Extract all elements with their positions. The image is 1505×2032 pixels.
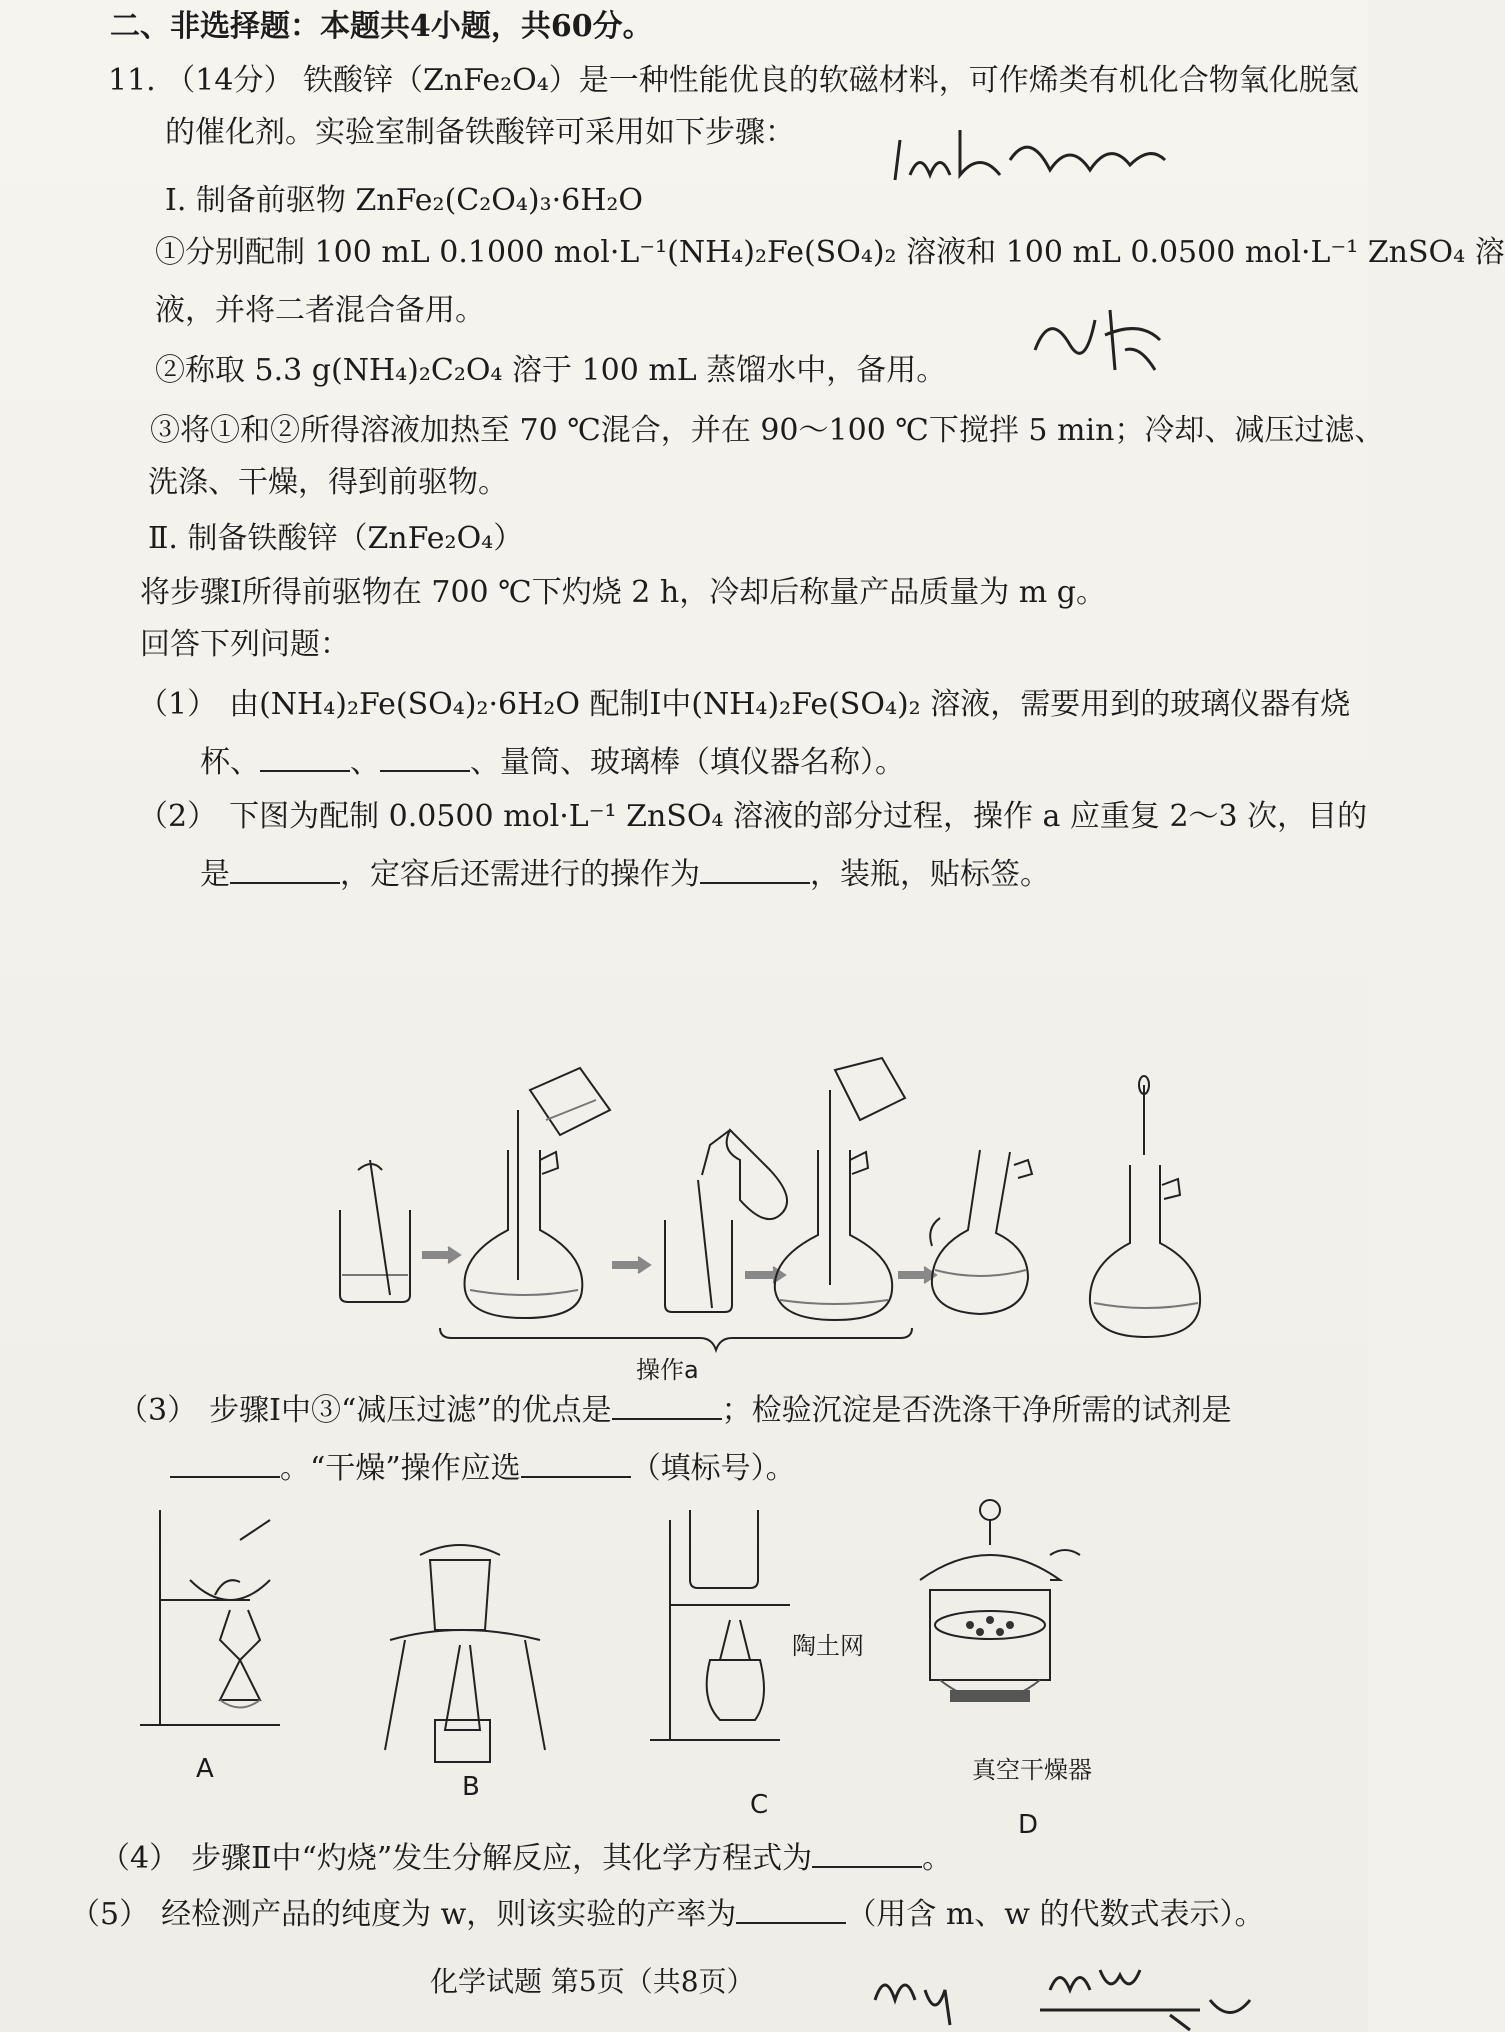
q5-text-2: （用含 m、w 的代数式表示）。	[846, 1897, 1265, 1932]
option-b-label: B	[462, 1772, 480, 1802]
intro-line-2: 的催化剂。实验室制备铁酸锌可采用如下步骤：	[165, 115, 795, 150]
q2-text-b2: ，定容后还需进行的操作为	[340, 857, 700, 892]
flask-rinse-pour-icon	[775, 1058, 905, 1320]
option-c-label: C	[750, 1790, 769, 1820]
q5-number: （5）	[70, 1897, 150, 1932]
apparatus-c-beaker-icon	[650, 1510, 790, 1740]
q2-blank-2[interactable]	[700, 852, 810, 884]
q4-end: 。	[922, 1841, 953, 1876]
option-d-label: D	[1018, 1810, 1039, 1840]
q3-text-a2: ；检验沉淀是否洗涤干净所需的试剂是	[721, 1393, 1232, 1428]
page-footer: 化学试题 第5页（共8页）	[430, 1965, 755, 1998]
step1-line-a: ①分别配制 100 mL 0.1000 mol·L⁻¹(NH₄)₂Fe(SO₄)₂ 溶液和 100 mL 0.0500 mol·L⁻¹ ZnSO₄ 溶	[155, 235, 1505, 270]
operation-a-label: 操作a	[636, 1356, 699, 1384]
section-header: 二、非选择题：本题共4小题，共60分。	[110, 9, 653, 44]
q4-number: （4）	[100, 1841, 180, 1876]
apparatus-d-desiccator-icon	[920, 1500, 1080, 1700]
q2-blank-1[interactable]	[230, 852, 340, 884]
q3-line-b	[170, 1446, 1328, 1490]
q2-text-b3: ，装瓶，贴标签。	[810, 857, 1050, 892]
q2-text-b1: 是	[200, 857, 230, 892]
solution-preparation-figure	[320, 1050, 1080, 1370]
question-points: （14分）	[165, 63, 294, 98]
q3-text-b2: （填标号）。	[630, 1451, 796, 1486]
q5-blank[interactable]	[736, 1892, 846, 1924]
step2: ②称取 5.3 g(NH₄)₂C₂O₄ 溶于 100 mL 蒸馏水中，备用。	[155, 353, 947, 388]
beaker-wash-bottle-icon	[665, 1130, 787, 1312]
q1-text-b1: 杯、	[200, 745, 260, 780]
intro-line-1: 铁酸锌（ZnFe₂O₄）是一种性能优良的软磁材料，可作烯类有机化合物氧化脱氢	[303, 63, 1359, 98]
q4-line	[100, 1836, 1328, 1880]
q2-number: （2）	[138, 799, 218, 834]
q5-line	[70, 1892, 1328, 1936]
q3-blank-2[interactable]	[170, 1446, 280, 1478]
q1-blank-2[interactable]	[380, 740, 470, 772]
q3-text-a1: 步骤Ⅰ中③“减压过滤”的优点是	[209, 1393, 612, 1428]
q2-line-a	[138, 796, 1368, 838]
flask-pouring-icon	[465, 1068, 610, 1318]
q1-text-b2: 、	[350, 745, 380, 780]
flask-swirling-icon	[930, 1150, 1032, 1314]
q3-blank-3[interactable]	[521, 1446, 631, 1478]
flask-dropper-figure	[1080, 1075, 1220, 1355]
q4-blank[interactable]	[812, 1836, 922, 1868]
q1-text-b3: 、量筒、玻璃棒（填仪器名称）。	[470, 745, 905, 780]
q1-blank-1[interactable]	[260, 740, 350, 772]
flask-dropper-icon	[1090, 1076, 1200, 1337]
q5-text-1: 经检测产品的纯度为 w，则该实验的产率为	[161, 1897, 737, 1932]
q3-text-b1: 。“干燥”操作应选	[280, 1451, 521, 1486]
step1-line-b: 液，并将二者混合备用。	[155, 293, 485, 328]
gauze-label: 陶土网	[792, 1632, 864, 1660]
beaker-stirring-icon	[340, 1160, 410, 1302]
step3-line-a: ③将①和②所得溶液加热至 70 ℃混合，并在 90～100 ℃下搅拌 5 min；冷却、减压过滤、	[150, 413, 1385, 448]
apparatus-b-crucible-icon	[385, 1545, 545, 1762]
q1-number: （1）	[138, 687, 218, 722]
question-11-intro	[108, 60, 1359, 102]
handwriting-scribble-2	[1030, 300, 1170, 380]
q3-number: （3）	[118, 1393, 198, 1428]
q3-line-a	[118, 1388, 1328, 1432]
handwriting-answer-note	[870, 1960, 1290, 2030]
option-a-label: A	[196, 1754, 214, 1784]
answer-prompt: 回答下列问题：	[140, 627, 350, 662]
q3-blank-1[interactable]	[612, 1388, 722, 1420]
q1-line-a	[138, 684, 1351, 726]
q1-text: 由(NH₄)₂Fe(SO₄)₂·6H₂O 配制Ⅰ中(NH₄)₂Fe(SO₄)₂ 溶液，需要用到的玻璃仪器有烧	[229, 687, 1351, 722]
handwriting-scribble-1	[890, 120, 1170, 190]
question-number: 11.	[108, 63, 156, 98]
part2-text: 将步骤Ⅰ所得前驱物在 700 ℃下灼烧 2 h，冷却后称量产品质量为 m g。	[140, 575, 1106, 610]
part1-title: Ⅰ. 制备前驱物 ZnFe₂(C₂O₄)₃·6H₂O	[165, 183, 644, 218]
desiccator-label: 真空干燥器	[972, 1756, 1092, 1784]
q2-line-b	[200, 852, 1328, 896]
step3-line-b: 洗涤、干燥，得到前驱物。	[148, 465, 508, 500]
q4-text: 步骤Ⅱ中“灼烧”发生分解反应，其化学方程式为	[191, 1841, 813, 1876]
q1-line-b	[200, 740, 1328, 784]
part2-title: Ⅱ. 制备铁酸锌（ZnFe₂O₄）	[148, 521, 524, 556]
q2-text: 下图为配制 0.0500 mol·L⁻¹ ZnSO₄ 溶液的部分过程，操作 a 应重复 2～3 次，目的	[229, 799, 1368, 834]
apparatus-a-evaporating-dish-icon	[140, 1510, 280, 1725]
